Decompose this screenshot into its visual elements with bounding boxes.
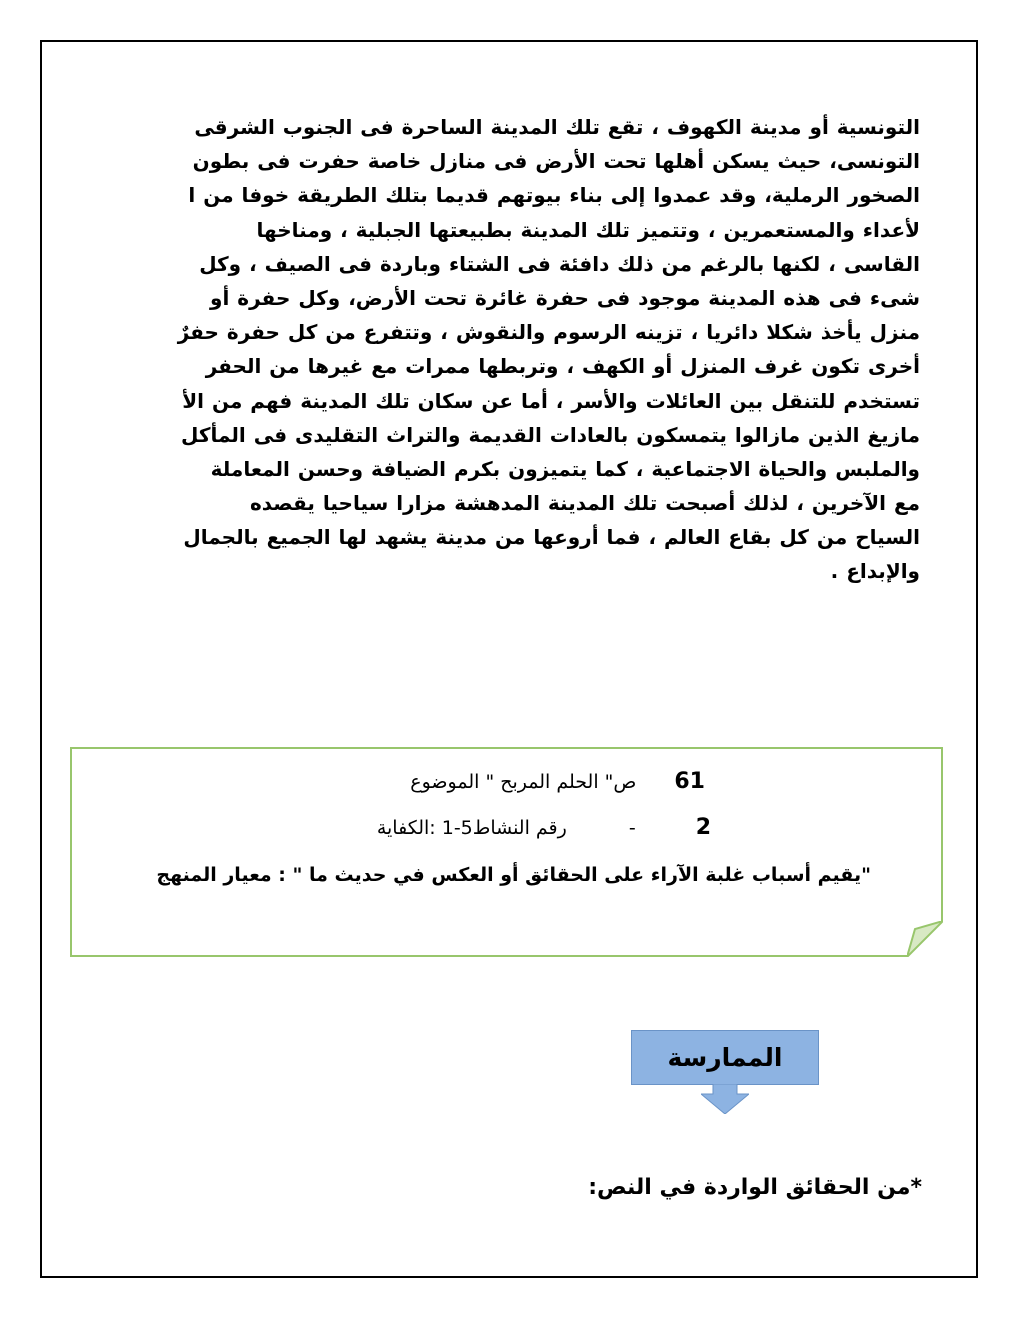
paragraph-line: والإبداع . — [830, 559, 920, 584]
curriculum-standard-line: "يقيم أسباب غلبة الآراء على الحقائق أو العكس في حديث ما " : معيار المنهج — [156, 864, 871, 886]
paragraph-line: أخرى تكون غرف المنزل أو الكهف ، وتربطها ممرات مع غيرها من الحفر — [205, 354, 920, 379]
paragraph-line: منزل يأخذ شكلا دائريا ، تزينه الرسوم والنقوش ، وتتفرع من كل حفرة حفرٌ — [177, 320, 920, 345]
paragraph-line: تستخدم للتنقل بين العائلات والأسر ، أما عن سكان تلك المدينة فهم من الأ — [182, 388, 920, 413]
facts-heading: *من الحقائق الواردة في النص: — [588, 1175, 922, 1200]
paragraph-line: السياح من كل بقاع العالم ، فما أروعها من مدينة يشهد لها الجميع بالجمال — [183, 525, 920, 550]
paragraph-line: مازيغ الذين مازالوا يتمسكون بالعادات القديمة والتراث التقليدى فى المأكل — [181, 422, 920, 447]
main-paragraph — [140, 110, 920, 589]
practice-label-box: الممارسة — [631, 1030, 819, 1085]
paragraph-line: لأعداء والمستعمرين ، وتتميز تلك المدينة بطبيعتها الجبلية ، ومناخها — [256, 217, 920, 242]
topic-line — [410, 769, 705, 794]
lesson-info-box — [70, 747, 943, 957]
activity-dash: - — [628, 817, 636, 839]
activity-number: 2 — [695, 815, 711, 840]
topic-text: ص" الحلم المربح " الموضوع — [410, 771, 637, 793]
paragraph-line: شىء فى هذه المدينة موجود فى حفرة غائرة تحت الأرض، وكل حفرة أو — [210, 285, 920, 310]
paragraph-line: مع الآخرين ، لذلك أصبحت تلك المدينة المدهشة مزارا سياحيا يقصده — [249, 491, 920, 516]
paragraph-line: القاسى ، لكنها بالرغم من ذلك دافئة فى الشتاء وباردة فى الصيف ، وكل — [199, 251, 920, 276]
page-fold-corner — [907, 921, 943, 957]
activity-line — [377, 815, 711, 840]
paragraph-line: التونسية أو مدينة الكهوف ، تقع تلك المدينة الساحرة فى الجنوب الشرقى — [194, 115, 920, 139]
down-arrow-icon — [701, 1084, 749, 1114]
paragraph-line: الصخور الرملية، وقد عمدوا إلى بناء بيوتهم قديما بتلك الطريقة خوفا من ا — [188, 183, 920, 208]
activity-text: رقم النشاط5-1 :الكفاية — [376, 817, 567, 839]
paragraph-line: التونسى، حيث يسكن أهلها تحت الأرض فى منازل خاصة حفرت فى بطون — [192, 149, 920, 174]
paragraph-line: والملبس والحياة الاجتماعية ، كما يتميزون بكرم الضيافة وحسن المعاملة — [210, 456, 920, 481]
page-number: 61 — [674, 769, 705, 794]
